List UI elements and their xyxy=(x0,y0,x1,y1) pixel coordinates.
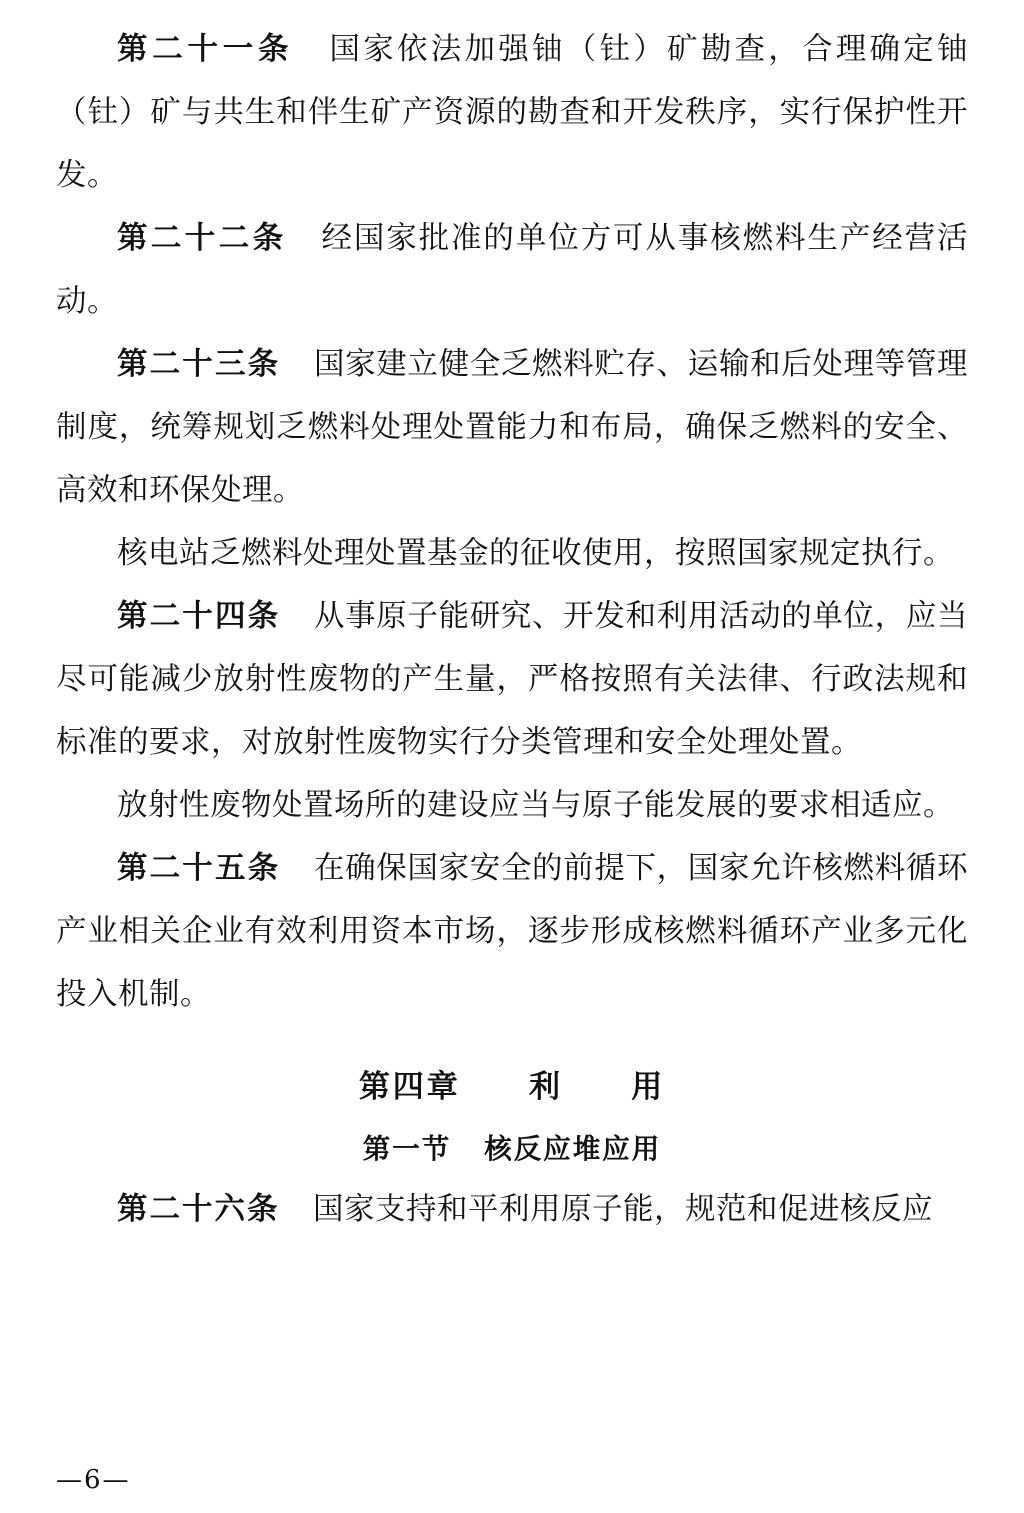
paragraph-article-24-sub xyxy=(56,774,968,837)
paragraph-article-23 xyxy=(56,333,968,522)
article-text-24-sub: 放射性废物处置场所的建设应当与原子能发展的要求相适应。 xyxy=(117,788,954,823)
paragraph-article-23-sub xyxy=(56,522,968,585)
section-title-text: 核反应堆应用 xyxy=(484,1133,662,1165)
paragraph-article-26 xyxy=(56,1178,968,1241)
section-number: 第一节 xyxy=(362,1133,452,1165)
article-text-26: 国家支持和平利用原子能，规范和促进核反应 xyxy=(313,1192,934,1227)
page-number: 6 xyxy=(84,1465,103,1495)
article-text-23-sub: 核电站乏燃料处理处置基金的征收使用，按照国家规定执行。 xyxy=(117,536,954,571)
article-text-25: 在确保国家安全的前提下，国家允许核燃料循环产业相关企业有效利用资本市场，逐步形成核燃料循环产业多元化投入机制。 xyxy=(56,851,969,1012)
paragraph-article-22 xyxy=(56,207,968,333)
article-text-22: 经国家批准的单位方可从事核燃料生产经营活动。 xyxy=(56,221,969,319)
article-text-23: 国家建立健全乏燃料贮存、运输和后处理等管理制度，统筹规划乏燃料处理处置能力和布局，确保乏燃料的安全、高效和环保处理。 xyxy=(56,347,969,508)
article-number-25: 第二十五条 xyxy=(117,850,281,886)
document-body xyxy=(56,18,968,1241)
paragraph-article-25 xyxy=(56,837,968,1026)
chapter-heading xyxy=(56,1056,968,1118)
article-number-22: 第二十二条 xyxy=(117,220,287,256)
article-number-24: 第二十四条 xyxy=(117,598,281,634)
chapter-title-char-1: 利 xyxy=(529,1069,563,1105)
section-heading xyxy=(56,1120,968,1178)
article-number-26: 第二十六条 xyxy=(117,1191,280,1227)
chapter-title-char-2: 用 xyxy=(631,1069,666,1105)
paragraph-article-24 xyxy=(56,585,968,774)
article-text-24: 从事原子能研究、开发和利用活动的单位，应当尽可能减少放射性废物的产生量，严格按照有关法律、行政法规和标准的要求，对放射性废物实行分类管理和安全处理处置。 xyxy=(56,599,969,760)
footer-dash-right: — xyxy=(102,1465,131,1495)
article-text-21: 国家依法加强铀（钍）矿勘查，合理确定铀（钍）矿与共生和伴生矿产资源的勘查和开发秩序，实行保护性开发。 xyxy=(56,32,969,193)
page-footer xyxy=(56,1465,131,1495)
chapter-number: 第四章 xyxy=(358,1069,461,1105)
footer-dash-left: — xyxy=(56,1465,84,1495)
article-number-23: 第二十三条 xyxy=(117,346,281,382)
paragraph-article-21 xyxy=(56,18,968,207)
article-number-21: 第二十一条 xyxy=(117,31,294,67)
